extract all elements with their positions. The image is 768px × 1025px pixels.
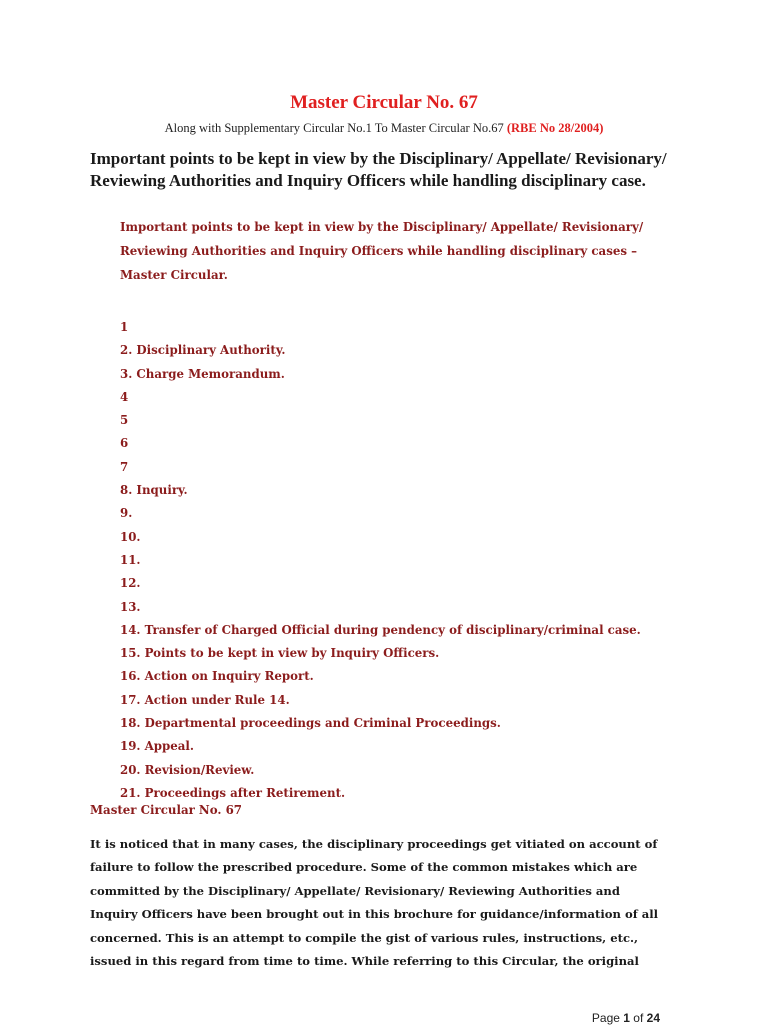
toc-item: 11. <box>120 552 141 567</box>
body-paragraph: It is noticed that in many cases, the disciplinary proceedings get vitiated on account of failure to follow the prescribed procedure. Some of the common mistakes which are committed by the Disciplinary/ Appellate/ Revisionary/ Reviewing Authorities and Inquiry Officers have been brought out in this brochure for guidance/information of all concerned. This is an attempt to compile the gist of various rules, instructions, etc., issued in this regard from time to time. While referring to this Circular, the original <box>90 837 659 969</box>
page-word: Page <box>591 1011 624 1025</box>
table-of-contents <box>120 316 641 805</box>
toc-item: 4 <box>120 389 129 404</box>
toc-item: 13. <box>120 599 141 614</box>
document-subtitle <box>0 121 768 136</box>
toc-item: 20. Revision/Review. <box>120 762 255 777</box>
document-subheading: Important points to be kept in view by the Disciplinary/ Appellate/ Revisionary/ Reviewing Authorities and Inquiry Officers while handling disciplinary cases – Master Circular. <box>120 220 644 282</box>
subtitle-reference: (RBE No 28/2004) <box>506 121 604 135</box>
toc-item: 8. Inquiry. <box>120 483 188 498</box>
page-total: 24 <box>646 1011 660 1025</box>
document-title: Master Circular No. 67 <box>290 92 478 113</box>
page-of: of <box>629 1011 647 1025</box>
page-number <box>592 1011 660 1025</box>
page-current: 1 <box>623 1011 630 1025</box>
toc-item: 1 <box>120 320 129 334</box>
toc-item: 12. <box>120 576 141 591</box>
toc-item: 16. Action on Inquiry Report. <box>120 669 314 684</box>
toc-item: 18. Departmental proceedings and Criminal Proceedings. <box>120 716 501 731</box>
toc-item: 5 <box>120 413 129 428</box>
toc-item: 7 <box>120 459 129 474</box>
section-label: Master Circular No. 67 <box>90 803 242 817</box>
toc-item: 3. Charge Memorandum. <box>120 366 285 381</box>
subtitle-main: Along with Supplementary Circular No.1 To Master Circular No.67 <box>164 121 507 135</box>
document-heading: Important points to be kept in view by the Disciplinary/ Appellate/ Revisionary/ Reviewing Authorities and Inquiry Officers while handling disciplinary case. <box>90 149 667 190</box>
toc-item: 14. Transfer of Charged Official during pendency of disciplinary/criminal case. <box>120 622 641 637</box>
toc-item: 19. Appeal. <box>120 739 195 754</box>
toc-item: 21. Proceedings after Retirement. <box>120 785 346 800</box>
toc-item: 6 <box>120 436 129 451</box>
toc-item: 15. Points to be kept in view by Inquiry Officers. <box>120 646 440 661</box>
toc-item: 10. <box>120 529 141 544</box>
toc-item: 2. Disciplinary Authority. <box>120 343 286 358</box>
toc-item: 9. <box>120 506 133 521</box>
toc-item: 17. Action under Rule 14. <box>120 692 290 707</box>
